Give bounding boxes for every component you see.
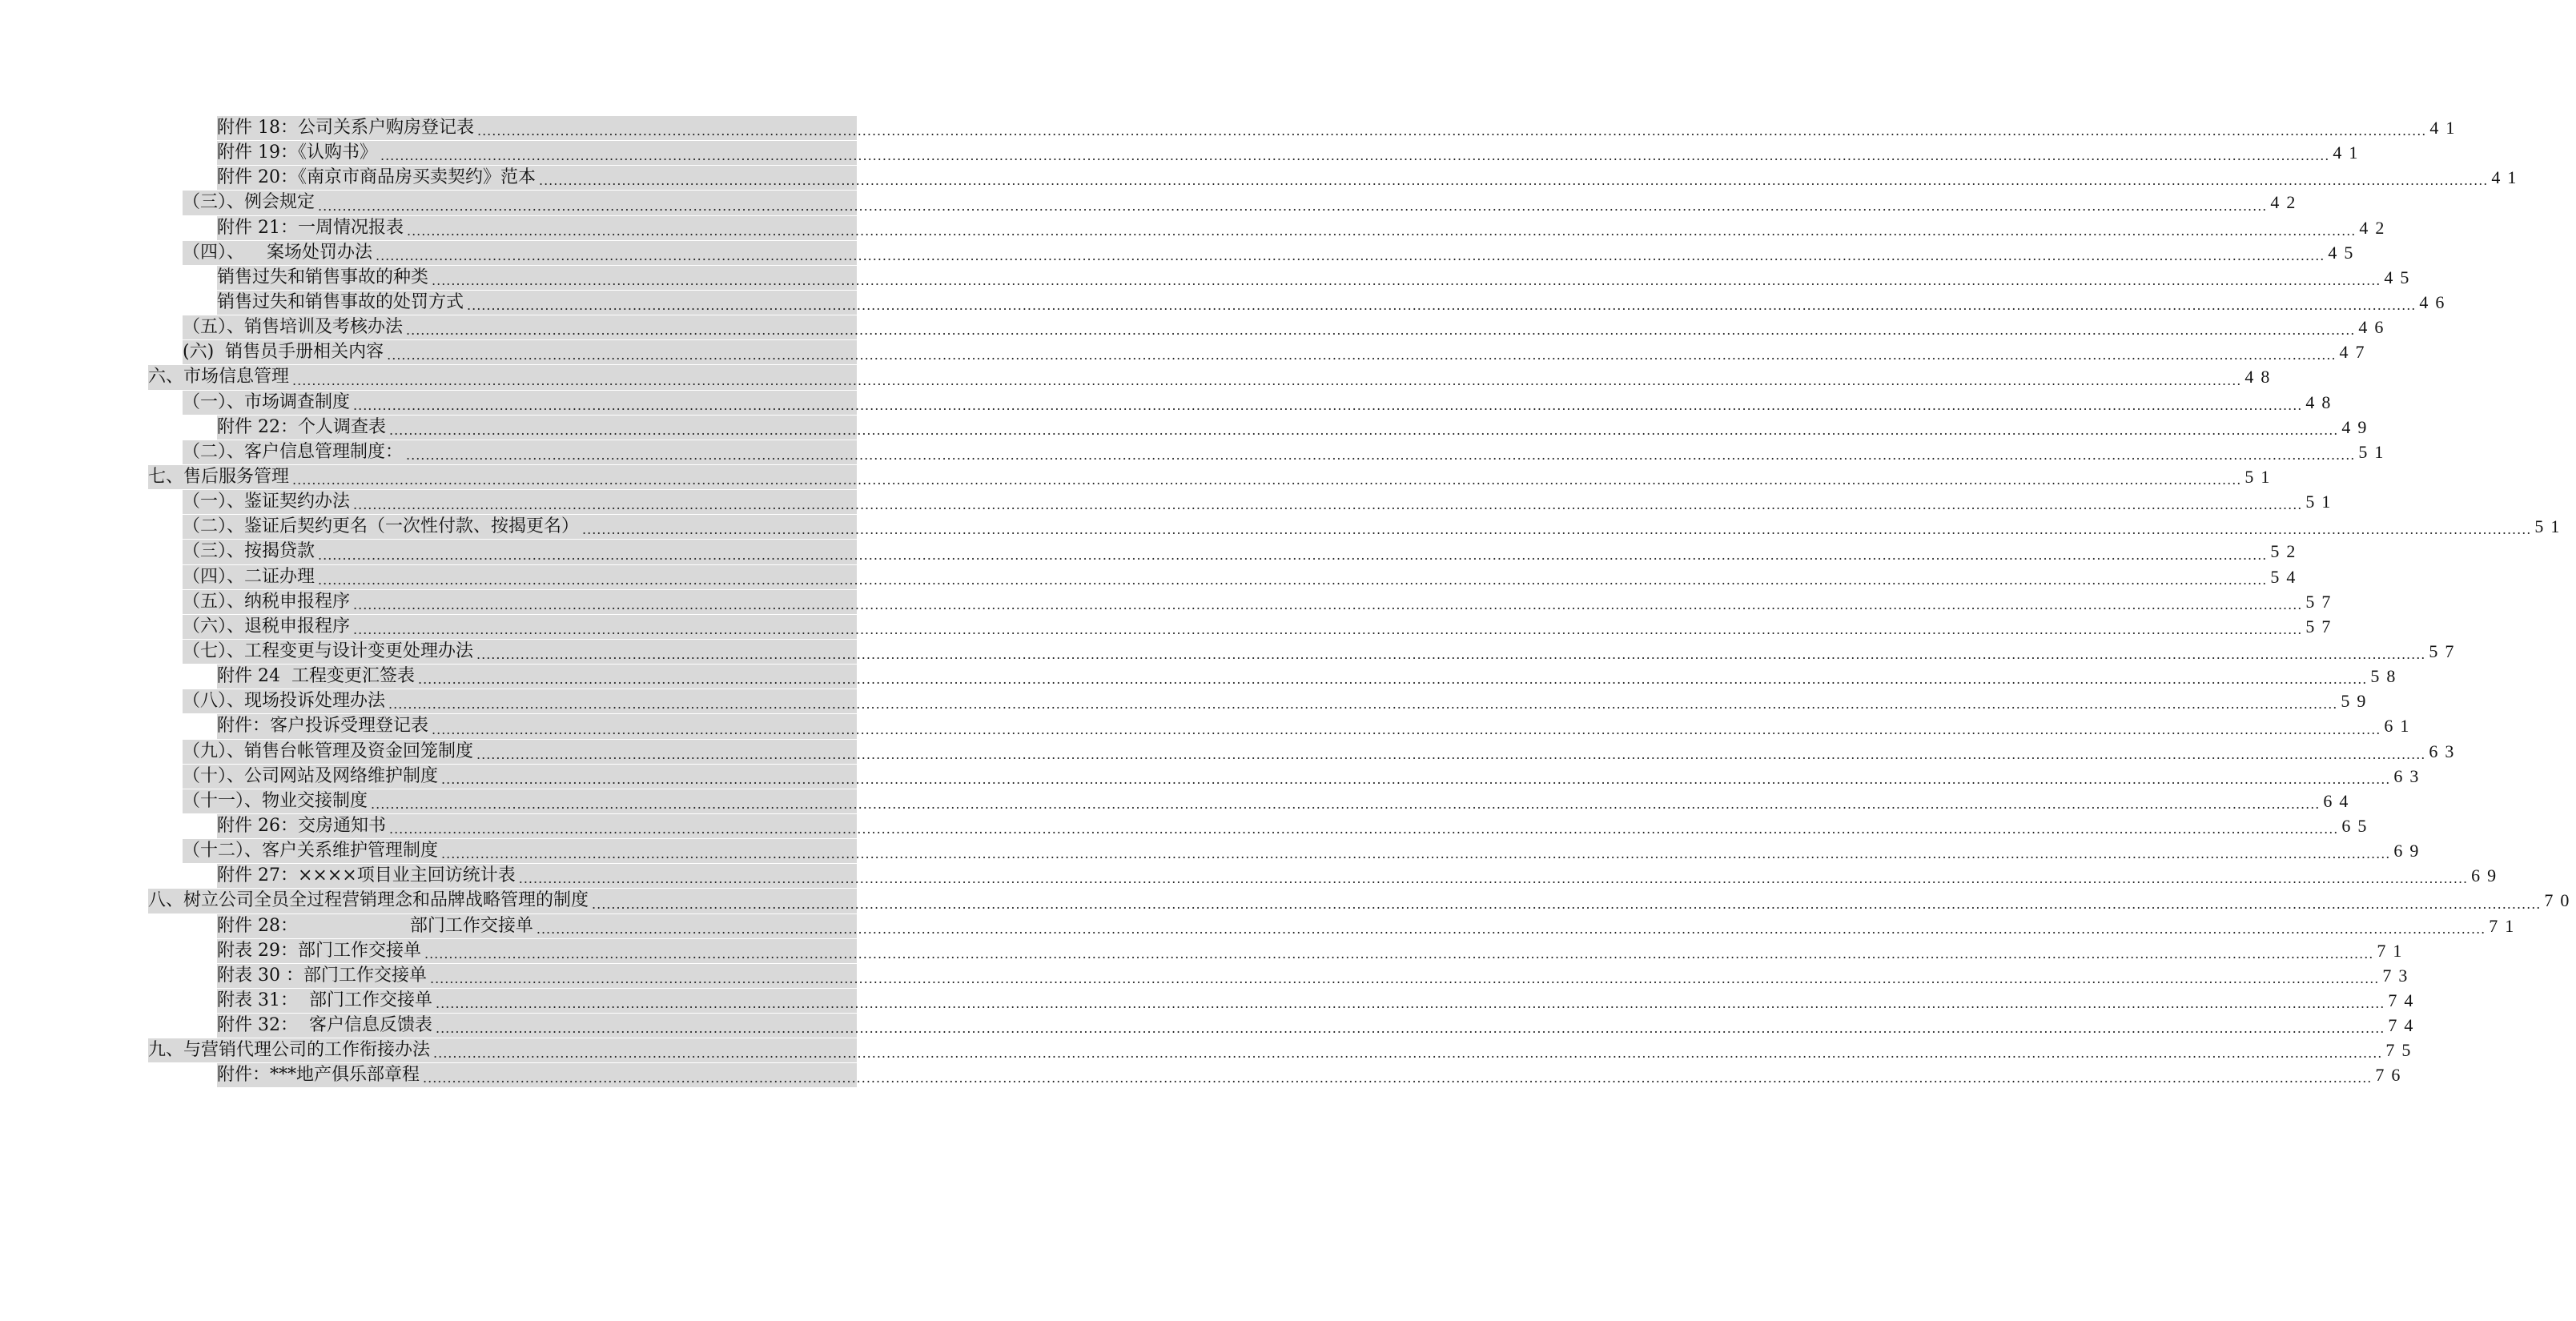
toc-entry-highlight	[183, 540, 2303, 564]
toc-entry[interactable]	[0, 914, 2522, 939]
toc-entry-label: 附件 24 工程变更汇签表	[217, 666, 415, 687]
toc-entry-page-number: 71	[2377, 940, 2409, 961]
toc-entry[interactable]	[0, 665, 2403, 689]
toc-entry[interactable]	[0, 166, 2524, 191]
toc-entry-page-number: 59	[2341, 691, 2373, 712]
toc-entry[interactable]	[0, 391, 2338, 416]
table-of-contents	[0, 116, 2576, 1088]
toc-entry[interactable]	[0, 814, 2374, 839]
toc-entry-highlight	[217, 216, 2392, 240]
toc-entry-page-number: 61	[2384, 716, 2417, 737]
toc-entry-highlight	[217, 116, 2462, 140]
toc-entry-label: 附件 22：个人调查表	[217, 416, 386, 437]
dot-leader: ................................................................................................................................................................................................................................................................................................................................................................................................................	[441, 771, 2391, 787]
toc-entry-highlight	[217, 914, 2522, 938]
toc-entry[interactable]	[0, 714, 2417, 739]
toc-entry-page-number: 57	[2429, 641, 2461, 662]
dot-leader: ................................................................................................................................................................................................................................................................................................................................................................................................................	[536, 921, 2486, 937]
toc-entry-highlight	[217, 266, 2417, 290]
toc-entry[interactable]	[0, 740, 2461, 765]
toc-entry-page-number: 69	[2471, 865, 2504, 886]
toc-entry-label: （二）、客户信息管理制度：	[183, 441, 404, 462]
toc-entry[interactable]	[0, 490, 2338, 515]
dot-leader: ................................................................................................................................................................................................................................................................................................................................................................................................................	[353, 397, 2303, 413]
dot-leader: ................................................................................................................................................................................................................................................................................................................................................................................................................	[424, 946, 2374, 962]
toc-entry-label: （五）、纳税申报程序	[183, 591, 351, 612]
toc-entry[interactable]	[0, 540, 2303, 564]
dot-leader: ................................................................................................................................................................................................................................................................................................................................................................................................................	[353, 596, 2303, 612]
toc-entry-label: 附件 32： 客户信息反馈表	[217, 1015, 432, 1036]
toc-entry-page-number: 73	[2382, 965, 2415, 986]
toc-entry-page-number: 69	[2393, 841, 2426, 861]
toc-entry-highlight	[183, 640, 2461, 664]
toc-entry[interactable]	[0, 839, 2426, 864]
toc-entry[interactable]	[0, 515, 2567, 540]
dot-leader: ................................................................................................................................................................................................................................................................................................................................................................................................................	[406, 323, 2356, 339]
toc-entry-page-number: 63	[2393, 765, 2426, 786]
dot-leader: ................................................................................................................................................................................................................................................................................................................................................................................................................	[435, 996, 2385, 1012]
dot-leader: ................................................................................................................................................................................................................................................................................................................................................................................................................	[582, 522, 2532, 538]
toc-entry-page-number: 42	[2359, 217, 2392, 238]
toc-entry-page-number: 74	[2388, 990, 2421, 1010]
toc-entry-page-number: 45	[2384, 267, 2417, 287]
toc-entry-highlight	[183, 565, 2303, 589]
toc-entry[interactable]	[0, 365, 2277, 390]
dot-leader: ................................................................................................................................................................................................................................................................................................................................................................................................................	[292, 372, 2242, 388]
toc-entry[interactable]	[0, 241, 2361, 266]
toc-entry[interactable]	[0, 315, 2391, 340]
toc-entry-label: （十一）、物业交接制度	[183, 790, 368, 811]
dot-leader: ................................................................................................................................................................................................................................................................................................................................................................................................................	[318, 572, 2268, 588]
toc-entry-label: （四）、二证办理	[183, 566, 315, 587]
toc-entry-highlight	[183, 490, 2338, 514]
toc-entry-highlight	[183, 340, 2372, 364]
dot-leader: ................................................................................................................................................................................................................................................................................................................................................................................................................	[375, 247, 2325, 263]
toc-entry-highlight	[217, 964, 2415, 988]
toc-entry[interactable]	[0, 1038, 2418, 1063]
toc-entry-label: 附件：***地产俱乐部章程	[217, 1065, 420, 1086]
toc-entry[interactable]	[0, 141, 2365, 166]
toc-entry[interactable]	[0, 266, 2417, 291]
toc-entry-highlight	[148, 465, 2277, 489]
dot-leader: ................................................................................................................................................................................................................................................................................................................................................................................................................	[518, 871, 2469, 887]
toc-entry[interactable]	[0, 116, 2462, 141]
dot-leader: ................................................................................................................................................................................................................................................................................................................................................................................................................	[292, 472, 2242, 488]
toc-entry-highlight	[217, 416, 2374, 440]
toc-entry-highlight	[217, 665, 2403, 689]
dot-leader: ................................................................................................................................................................................................................................................................................................................................................................................................................	[477, 123, 2427, 139]
toc-entry-page-number: 57	[2305, 616, 2338, 636]
toc-entry-label: （十）、公司网站及网络维护制度	[183, 765, 439, 786]
toc-entry-label: 附件 26：交房通知书	[217, 816, 386, 836]
toc-entry-label: （一）、市场调查制度	[183, 391, 351, 412]
dot-leader: ................................................................................................................................................................................................................................................................................................................................................................................................................	[476, 746, 2426, 762]
dot-leader: ................................................................................................................................................................................................................................................................................................................................................................................................................	[467, 298, 2417, 314]
toc-entry[interactable]	[0, 291, 2452, 315]
toc-entry-page-number: 45	[2328, 242, 2361, 263]
toc-entry-page-number: 47	[2339, 342, 2372, 363]
toc-entry[interactable]	[0, 939, 2409, 964]
toc-entry-highlight	[217, 166, 2524, 190]
toc-entry[interactable]	[0, 440, 2391, 465]
toc-entry-highlight	[183, 440, 2391, 464]
toc-entry-label: 九、与营销代理公司的工作衔接办法	[148, 1040, 431, 1061]
dot-leader: ................................................................................................................................................................................................................................................................................................................................................................................................................	[406, 447, 2356, 463]
toc-entry-highlight	[183, 241, 2361, 265]
toc-entry-label: 八、树立公司全员全过程营销理念和品牌战略管理的制度	[148, 890, 589, 911]
toc-entry-label: （二）、鉴证后契约更名（一次性付款、按揭更名）	[183, 516, 580, 537]
toc-entry-page-number: 42	[2270, 192, 2303, 213]
toc-entry-page-number: 48	[2305, 391, 2338, 412]
toc-entry[interactable]	[0, 416, 2374, 440]
dot-leader: ................................................................................................................................................................................................................................................................................................................................................................................................................	[389, 821, 2339, 837]
toc-entry-page-number: 51	[2244, 467, 2277, 488]
toc-entry-label: 附表 29：部门工作交接单	[217, 940, 421, 961]
toc-entry[interactable]	[0, 789, 2356, 814]
toc-entry[interactable]	[0, 1014, 2421, 1038]
toc-entry[interactable]	[0, 1063, 2408, 1088]
toc-entry-page-number: 58	[2370, 666, 2403, 687]
toc-entry-label: 附件 28： 部门工作交接单	[217, 915, 533, 936]
toc-entry-page-number: 41	[2429, 118, 2462, 139]
toc-entry-page-number: 65	[2341, 816, 2374, 836]
toc-entry[interactable]	[0, 565, 2303, 590]
toc-entry-highlight	[148, 889, 2576, 913]
toc-entry-highlight	[217, 1014, 2421, 1038]
toc-entry[interactable]	[0, 216, 2392, 241]
toc-entry-highlight	[183, 839, 2426, 863]
toc-entry-label: （十二）、客户关系维护管理制度	[183, 841, 439, 861]
toc-entry-page-number: 64	[2323, 790, 2356, 811]
toc-entry-label: （三）、按揭贷款	[183, 541, 315, 562]
toc-entry[interactable]	[0, 640, 2461, 665]
toc-entry[interactable]	[0, 340, 2372, 365]
toc-entry-page-number: 51	[2534, 516, 2567, 537]
toc-entry-label: （五）、销售培训及考核办法	[183, 317, 404, 338]
toc-entry[interactable]	[0, 615, 2338, 640]
toc-entry-highlight	[217, 291, 2452, 315]
toc-entry-highlight	[217, 814, 2374, 838]
toc-entry-label: 销售过失和销售事故的种类	[217, 267, 429, 287]
dot-leader: ................................................................................................................................................................................................................................................................................................................................................................................................................	[432, 721, 2381, 737]
toc-entry[interactable]	[0, 765, 2426, 789]
toc-entry-label: 六、市场信息管理	[148, 367, 290, 387]
dot-leader: ................................................................................................................................................................................................................................................................................................................................................................................................................	[432, 272, 2381, 288]
toc-entry-page-number: 74	[2388, 1015, 2421, 1036]
toc-entry-label: （四）、 案场处罚办法	[183, 242, 372, 263]
toc-entry[interactable]	[0, 864, 2504, 889]
toc-entry-page-number: 76	[2375, 1065, 2408, 1086]
dot-leader: ................................................................................................................................................................................................................................................................................................................................................................................................................	[353, 621, 2303, 637]
dot-leader: ................................................................................................................................................................................................................................................................................................................................................................................................................	[380, 148, 2330, 164]
toc-entry-highlight	[148, 365, 2277, 389]
dot-leader: ................................................................................................................................................................................................................................................................................................................................................................................................................	[592, 896, 2542, 912]
toc-entry-label: 附件 19：《认购书》	[217, 143, 377, 163]
toc-entry-page-number: 75	[2385, 1040, 2418, 1061]
dot-leader: ................................................................................................................................................................................................................................................................................................................................................................................................................	[371, 796, 2321, 812]
toc-entry-label: 附件 27：××××项目业主回访统计表	[217, 865, 516, 886]
toc-entry-page-number: 63	[2429, 741, 2461, 761]
toc-entry-page-number: 54	[2270, 566, 2303, 587]
toc-entry-label: （八）、现场投诉处理办法	[183, 691, 386, 712]
dot-leader: ................................................................................................................................................................................................................................................................................................................................................................................................................	[539, 173, 2489, 189]
toc-entry-label: （三）、例会规定	[183, 192, 315, 213]
toc-entry-highlight	[183, 515, 2567, 539]
toc-entry-label: （一）、鉴证契约办法	[183, 492, 351, 512]
toc-entry-page-number: 51	[2358, 441, 2391, 462]
toc-entry-label: （九）、销售台帐管理及资金回笼制度	[183, 741, 474, 761]
dot-leader: ................................................................................................................................................................................................................................................................................................................................................................................................................	[318, 198, 2268, 214]
toc-entry-page-number: 41	[2333, 143, 2365, 163]
dot-leader: ................................................................................................................................................................................................................................................................................................................................................................................................................	[353, 497, 2303, 513]
toc-entry-page-number: 52	[2270, 541, 2303, 562]
toc-entry-label: （七）、工程变更与设计变更处理办法	[183, 641, 474, 662]
toc-entry[interactable]	[0, 964, 2415, 989]
toc-entry-highlight	[183, 590, 2338, 614]
toc-entry[interactable]	[0, 590, 2338, 615]
dot-leader: ................................................................................................................................................................................................................................................................................................................................................................................................................	[423, 1070, 2373, 1086]
dot-leader: ................................................................................................................................................................................................................................................................................................................................................................................................................	[417, 672, 2368, 688]
dot-leader: ................................................................................................................................................................................................................................................................................................................................................................................................................	[318, 547, 2268, 563]
toc-entry[interactable]	[0, 889, 2576, 913]
dot-leader: ................................................................................................................................................................................................................................................................................................................................................................................................................	[441, 846, 2391, 862]
toc-entry-highlight	[183, 315, 2391, 339]
dot-leader: ................................................................................................................................................................................................................................................................................................................................................................................................................	[429, 970, 2380, 986]
toc-entry-highlight	[183, 765, 2426, 789]
toc-entry[interactable]	[0, 465, 2277, 490]
toc-entry-label: 七、售后服务管理	[148, 467, 290, 488]
toc-entry-label: 附件 21：一周情况报表	[217, 217, 404, 238]
toc-entry[interactable]	[0, 191, 2303, 215]
toc-entry-highlight	[217, 989, 2421, 1013]
toc-entry[interactable]	[0, 689, 2373, 714]
dot-leader: ................................................................................................................................................................................................................................................................................................................................................................................................................	[435, 1021, 2385, 1037]
toc-entry-label: 附表 30 ：部门工作交接单	[217, 965, 427, 986]
dot-leader: ................................................................................................................................................................................................................................................................................................................................................................................................................	[407, 223, 2357, 239]
toc-entry-label: (六) 销售员手册相关内容	[183, 342, 384, 363]
toc-entry-page-number: 41	[2491, 167, 2524, 188]
toc-entry-highlight	[217, 714, 2417, 738]
toc-entry-highlight	[148, 1038, 2418, 1062]
toc-entry-page-number: 46	[2419, 292, 2452, 313]
toc-entry-highlight	[217, 864, 2504, 888]
toc-entry-label: 附件 18：公司关系户购房登记表	[217, 118, 474, 139]
toc-entry-page-number: 49	[2341, 416, 2374, 437]
toc-entry-highlight	[183, 740, 2461, 764]
toc-entry-page-number: 70	[2544, 890, 2576, 911]
toc-entry-page-number: 51	[2305, 492, 2338, 512]
toc-entry-highlight	[217, 1063, 2408, 1087]
toc-entry[interactable]	[0, 989, 2421, 1014]
toc-entry-label: （六）、退税申报程序	[183, 616, 351, 636]
toc-entry-highlight	[183, 689, 2373, 713]
toc-entry-highlight	[183, 615, 2338, 639]
toc-entry-highlight	[183, 789, 2356, 813]
toc-entry-page-number: 46	[2358, 317, 2391, 338]
toc-entry-page-number: 71	[2489, 915, 2522, 936]
dot-leader: ................................................................................................................................................................................................................................................................................................................................................................................................................	[387, 347, 2337, 363]
toc-entry-label: 附件：客户投诉受理登记表	[217, 716, 429, 737]
dot-leader: ................................................................................................................................................................................................................................................................................................................................................................................................................	[388, 697, 2338, 713]
toc-entry-highlight	[183, 191, 2303, 215]
dot-leader: ................................................................................................................................................................................................................................................................................................................................................................................................................	[433, 1046, 2383, 1062]
toc-entry-highlight	[183, 391, 2338, 415]
toc-entry-highlight	[217, 939, 2409, 963]
toc-entry-page-number: 48	[2244, 367, 2277, 387]
toc-entry-page-number: 57	[2305, 591, 2338, 612]
dot-leader: ................................................................................................................................................................................................................................................................................................................................................................................................................	[476, 647, 2426, 663]
toc-entry-label: 附件 20：《南京市商品房买卖契约》范本	[217, 167, 536, 188]
toc-entry-highlight	[217, 141, 2365, 165]
toc-entry-label: 销售过失和销售事故的处罚方式	[217, 292, 464, 313]
dot-leader: ................................................................................................................................................................................................................................................................................................................................................................................................................	[389, 422, 2339, 438]
toc-entry-label: 附表 31： 部门工作交接单	[217, 990, 432, 1010]
